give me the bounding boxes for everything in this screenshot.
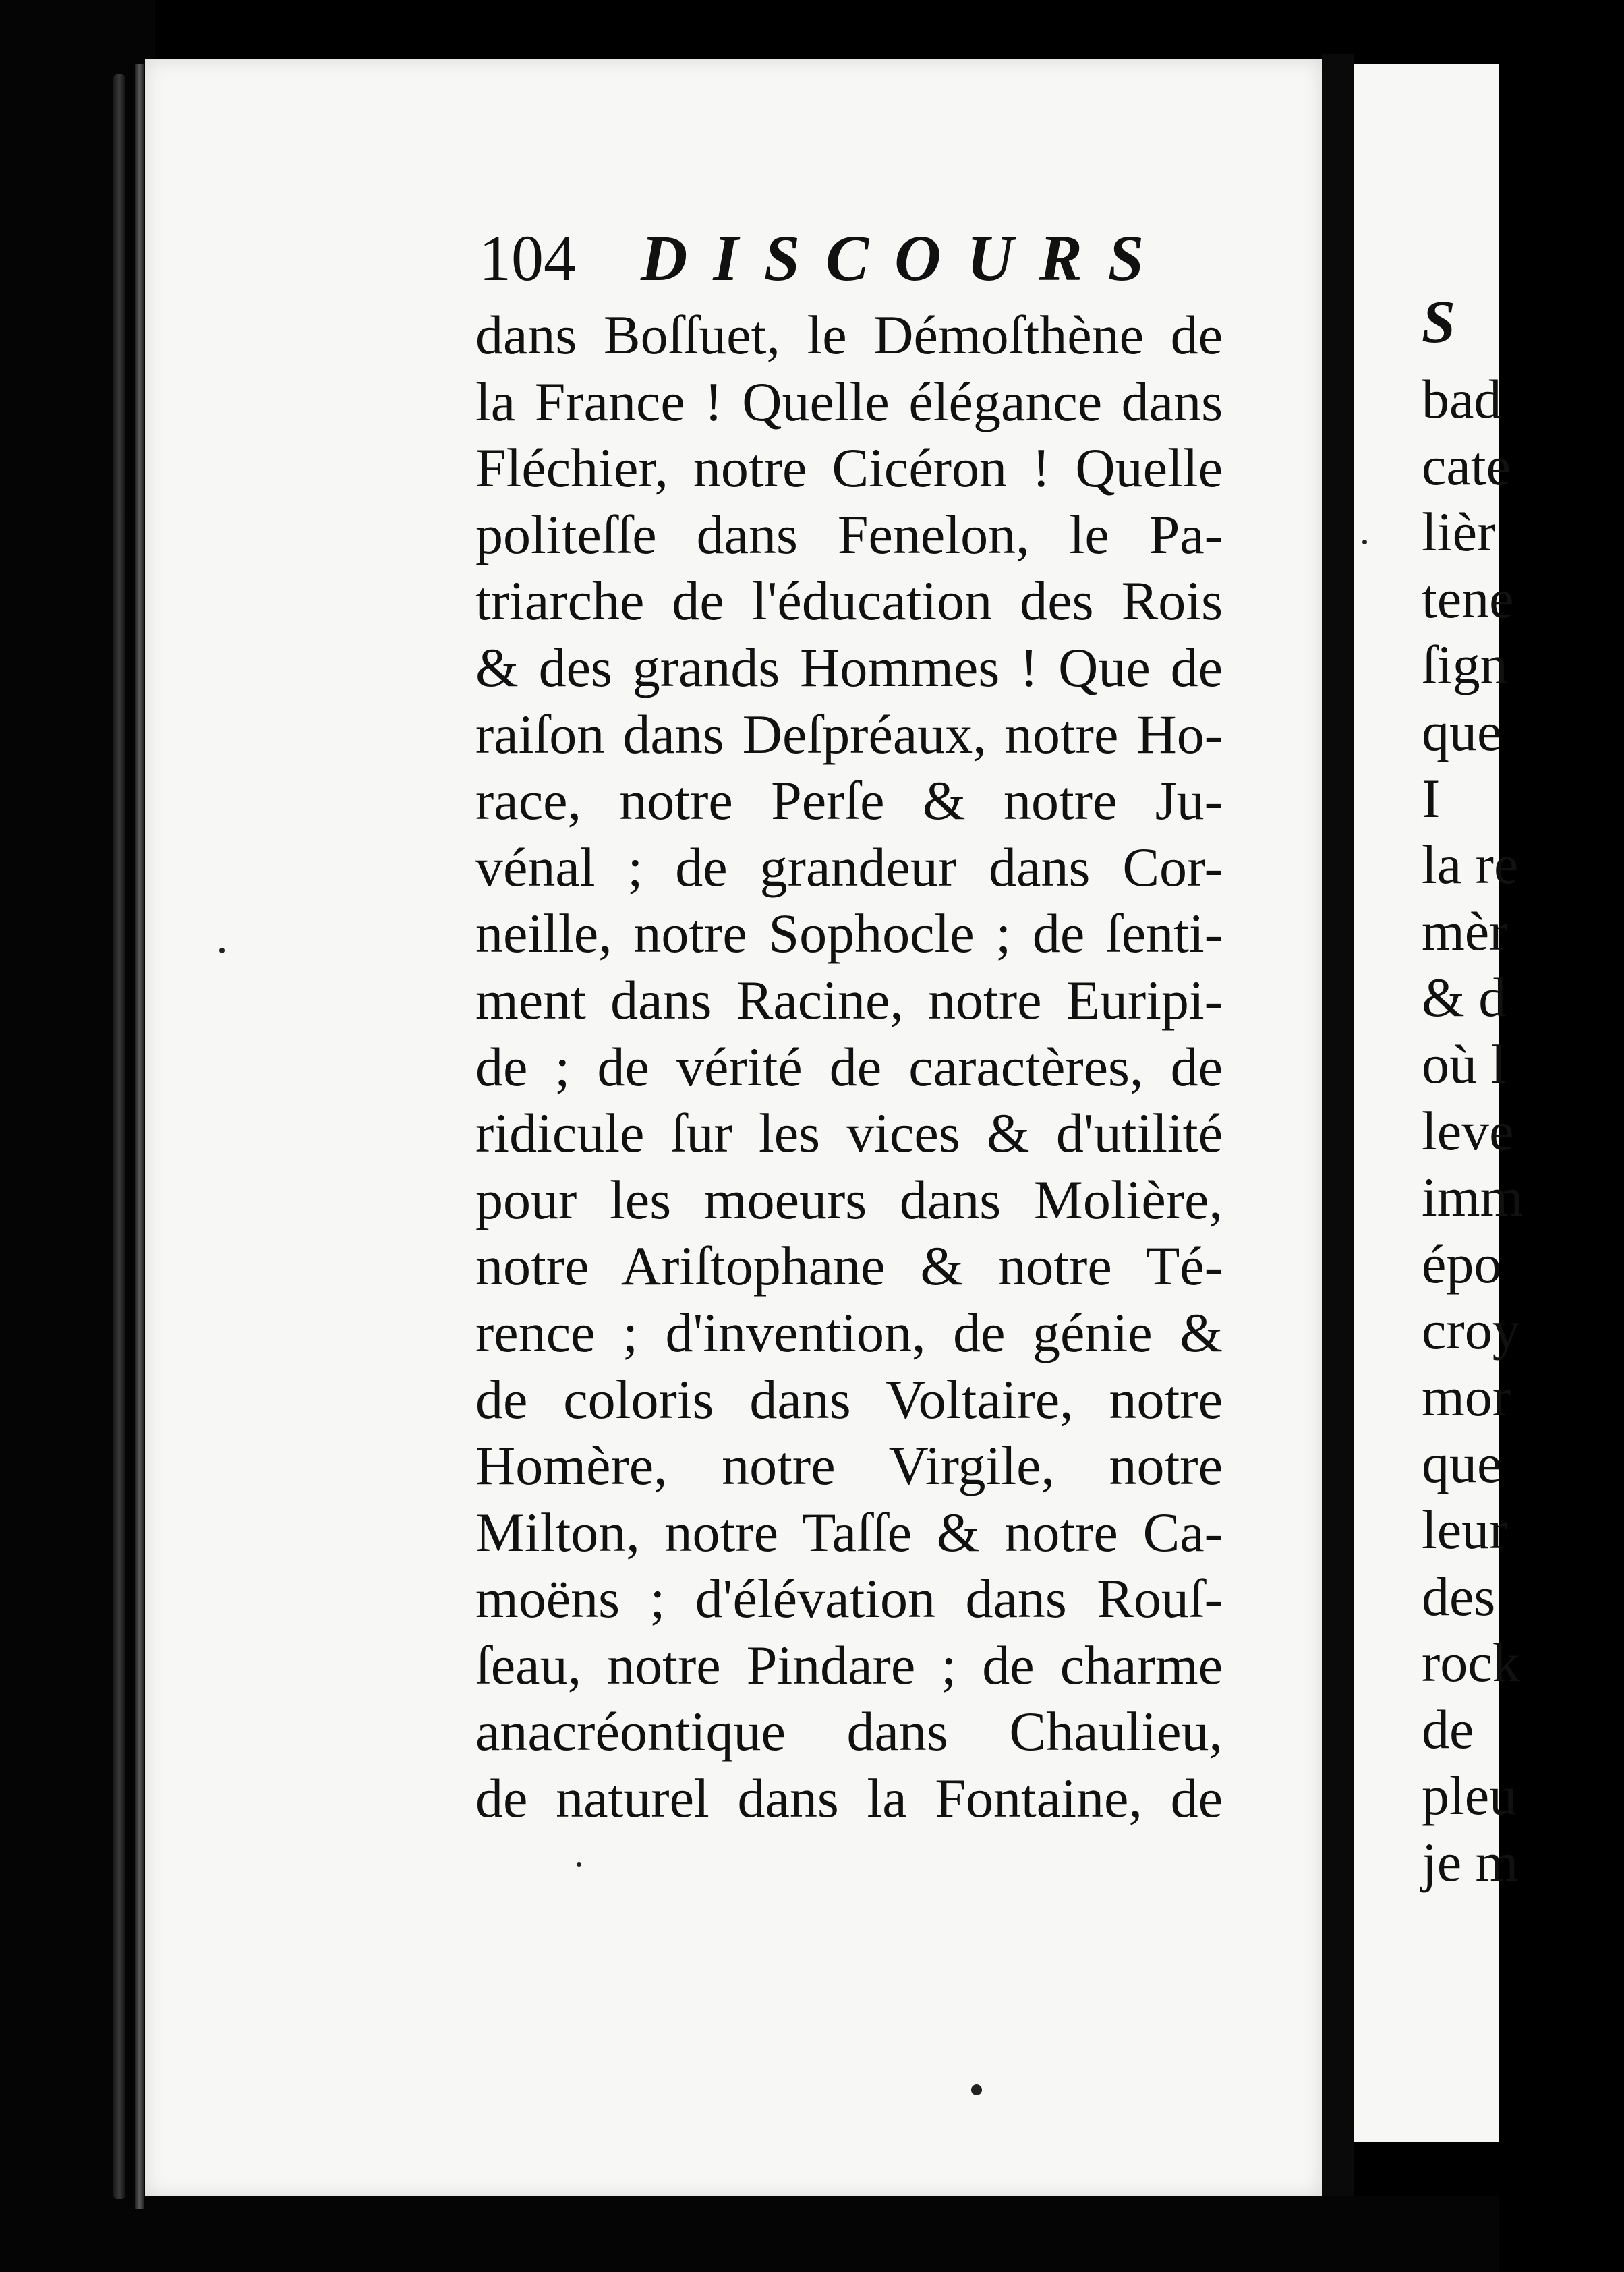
text-line-fragment: je m xyxy=(1422,1831,1519,1894)
text-line: moëns ; d'élévation dans Rouſ- xyxy=(475,1568,1223,1630)
speck xyxy=(971,2084,982,2095)
left-page-text xyxy=(475,302,1223,1832)
text-line: Milton, notre Taſſe & notre Ca- xyxy=(475,1501,1223,1563)
running-header xyxy=(479,215,1221,302)
bottom-border xyxy=(145,2196,1499,2272)
text-line: politeſſe dans Fenelon, le Pa- xyxy=(475,503,1223,565)
text-line-fragment: lièr xyxy=(1422,501,1496,563)
text-line: & des grands Hommes ! Que de xyxy=(475,636,1223,698)
text-line: notre Ariſtophane & notre Té- xyxy=(475,1235,1223,1297)
text-line-fragment: où l xyxy=(1422,1033,1507,1095)
text-line: de ; de vérité de caractères, de xyxy=(475,1035,1223,1098)
text-line: dans Boſſuet, le Démoſthène de xyxy=(475,304,1223,366)
text-line-fragment: cate xyxy=(1422,434,1511,496)
text-line-fragment: la re xyxy=(1422,834,1519,896)
text-line-fragment: que xyxy=(1422,1432,1502,1494)
text-line-fragment: imm xyxy=(1422,1166,1524,1228)
text-line: de coloris dans Voltaire, notre xyxy=(475,1368,1223,1430)
text-line-fragment: rock xyxy=(1422,1632,1520,1694)
text-line: Homère, notre Virgile, notre xyxy=(475,1435,1223,1497)
book-spine xyxy=(0,0,155,2272)
text-line: race, notre Perſe & notre Ju- xyxy=(475,770,1223,832)
text-line-fragment: ſign xyxy=(1422,634,1508,696)
text-line-fragment: I xyxy=(1422,767,1441,829)
text-line-fragment: de xyxy=(1422,1698,1474,1760)
text-line: raiſon dans Deſpréaux, notre Ho- xyxy=(475,703,1223,765)
text-line: la France ! Quelle élégance dans xyxy=(475,370,1223,432)
speck xyxy=(219,948,225,953)
running-title: DISCOURS xyxy=(641,222,1170,294)
text-line: anacréontique dans Chaulieu, xyxy=(475,1701,1223,1763)
page-gutter xyxy=(1322,54,1354,2213)
right-page-text xyxy=(1422,279,1624,1896)
text-line: triarche de l'éducation des Rois xyxy=(475,570,1223,632)
text-line: ment dans Racine, notre Euripi- xyxy=(475,969,1223,1031)
text-line-fragment: leve xyxy=(1422,1100,1514,1162)
spine-edge xyxy=(113,74,125,2199)
text-line-fragment: des xyxy=(1422,1565,1496,1627)
text-line: neille, notre Sophocle ; de ſenti- xyxy=(475,903,1223,965)
text-line-fragment: leur xyxy=(1422,1499,1508,1561)
speck xyxy=(577,1862,581,1867)
text-line: ridicule ſur les vices & d'utilité xyxy=(475,1102,1223,1164)
text-line: Fléchier, notre Cicéron ! Quelle xyxy=(475,437,1223,499)
text-line-fragment: tene xyxy=(1422,567,1514,629)
text-line-fragment: que xyxy=(1422,700,1502,762)
text-line: vénal ; de grandeur dans Cor- xyxy=(475,836,1223,898)
text-line: de naturel dans la Fontaine, de xyxy=(475,1767,1223,1829)
text-line-fragment: croy xyxy=(1422,1299,1520,1361)
page-number: 104 xyxy=(479,222,576,294)
text-line-fragment: épo xyxy=(1422,1232,1502,1295)
speck xyxy=(1362,540,1367,544)
right-running-header: S xyxy=(1422,289,1456,356)
text-line: pour les moeurs dans Molière, xyxy=(475,1168,1223,1230)
right-page xyxy=(1354,64,1524,2142)
text-line-fragment: mor xyxy=(1422,1365,1511,1427)
text-line-fragment: & d xyxy=(1422,967,1507,1029)
page-edge xyxy=(135,64,144,2209)
text-line-fragment: bad xyxy=(1422,368,1502,430)
text-line: ſeau, notre Pindare ; de charme xyxy=(475,1634,1223,1696)
text-line-fragment: mèr xyxy=(1422,900,1508,962)
text-line: rence ; d'invention, de génie & xyxy=(475,1301,1223,1363)
text-line-fragment: pleu xyxy=(1422,1765,1517,1827)
